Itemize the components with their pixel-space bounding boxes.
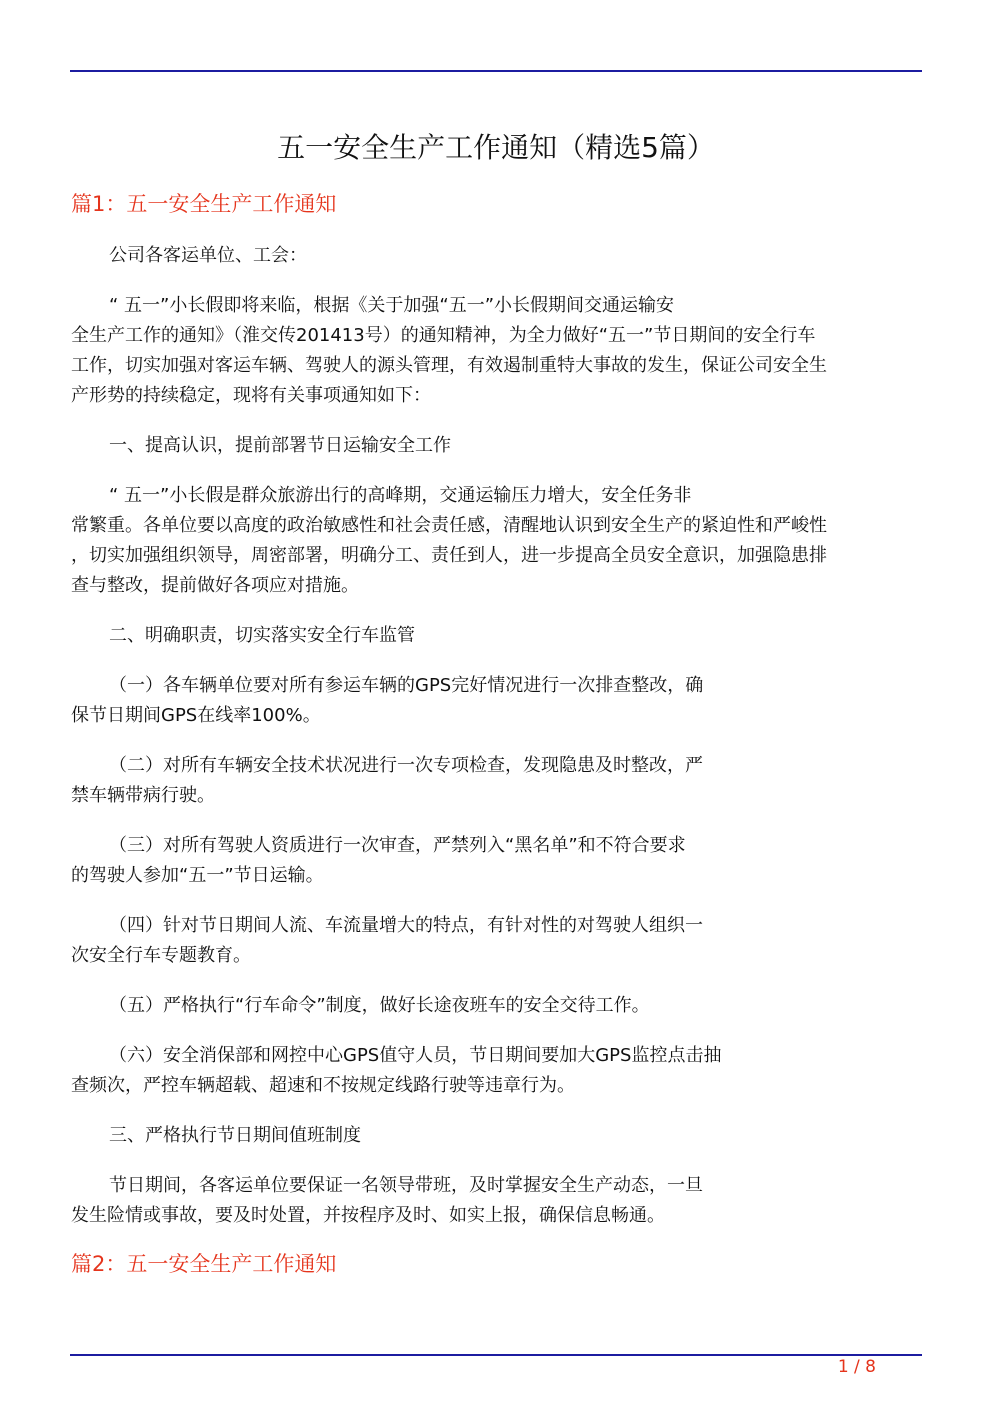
paragraph: [71, 991, 931, 1021]
paragraph-line: 工作，切实加强对客运车辆、驾驶人的源头管理，有效遏制重特大事故的发生，保证公司安全生: [71, 355, 827, 376]
paragraph-line: 三、严格执行节日期间值班制度: [109, 1125, 361, 1146]
paragraph: [71, 1041, 931, 1101]
paragraph-line: （六）安全消保部和网控中心GPS值守人员，节日期间要加大GPS监控点击抽: [109, 1045, 722, 1066]
section-heading-1: 篇1：五一安全生产工作通知: [71, 192, 337, 216]
paragraph: [71, 291, 931, 411]
paragraph-line: ，切实加强组织领导，周密部署，明确分工、责任到人，进一步提高全员安全意识，加强隐患排: [71, 545, 827, 566]
paragraph-line: （二）对所有车辆安全技术状况进行一次专项检查，发现隐患及时整改，严: [109, 755, 703, 776]
paragraph-line: “ 五一”小长假是群众旅游出行的高峰期，交通运输压力增大，安全任务非: [109, 485, 692, 506]
paragraph-line: 保节日期间GPS在线率100%。: [71, 705, 321, 726]
paragraph: [71, 1171, 931, 1231]
paragraph-line: 查频次，严控车辆超载、超速和不按规定线路行驶等违章行为。: [71, 1075, 575, 1096]
footer-rule: [70, 1354, 922, 1356]
paragraph-line: 产形势的持续稳定，现将有关事项通知如下：: [71, 385, 431, 406]
paragraph-line: 禁车辆带病行驶。: [71, 785, 215, 806]
paragraph-line: 一、提高认识，提前部署节日运输安全工作: [109, 435, 451, 456]
paragraph-line: “ 五一”小长假即将来临，根据《关于加强“五一”小长假期间交通运输安: [109, 295, 675, 316]
paragraph: [71, 621, 931, 651]
page-number: 1 / 8: [837, 1357, 876, 1377]
paragraph-line: （五）严格执行“行车命令”制度，做好长途夜班车的安全交待工作。: [109, 995, 650, 1016]
document-title: 五一安全生产工作通知（精选5篇）: [277, 131, 715, 164]
paragraph-line: 查与整改，提前做好各项应对措施。: [71, 575, 359, 596]
paragraph: [71, 831, 931, 891]
paragraph: [71, 481, 931, 601]
paragraph: [71, 431, 931, 461]
paragraph-line: 节日期间，各客运单位要保证一名领导带班，及时掌握安全生产动态，一旦: [109, 1175, 703, 1196]
paragraph-line: 常繁重。各单位要以高度的政治敏感性和社会责任感，清醒地认识到安全生产的紧迫性和严峻性: [71, 515, 827, 536]
document-body: [71, 241, 931, 1251]
paragraph-line: 二、明确职责，切实落实安全行车监管: [109, 625, 415, 646]
paragraph-line: （一）各车辆单位要对所有参运车辆的GPS完好情况进行一次排查整改，确: [109, 675, 704, 696]
paragraph-line: 发生险情或事故，要及时处置，并按程序及时、如实上报，确保信息畅通。: [71, 1205, 665, 1226]
paragraph: [71, 1121, 931, 1151]
paragraph-line: 的驾驶人参加“五一”节日运输。: [71, 865, 324, 886]
paragraph: [71, 241, 931, 271]
paragraph-line: 公司各客运单位、工会：: [109, 245, 307, 266]
paragraph-line: （三）对所有驾驶人资质进行一次审查，严禁列入“黑名单”和不符合要求: [109, 835, 686, 856]
paragraph-line: （四）针对节日期间人流、车流量增大的特点，有针对性的对驾驶人组织一: [109, 915, 703, 936]
paragraph: [71, 751, 931, 811]
section-heading-2: 篇2：五一安全生产工作通知: [71, 1252, 337, 1276]
paragraph-line: 次安全行车专题教育。: [71, 945, 251, 966]
paragraph-line: 全生产工作的通知》（淮交传201413号）的通知精神，为全力做好“五一”节日期间的安全行车: [71, 325, 816, 346]
paragraph: [71, 671, 931, 731]
paragraph: [71, 911, 931, 971]
header-rule: [70, 70, 922, 72]
